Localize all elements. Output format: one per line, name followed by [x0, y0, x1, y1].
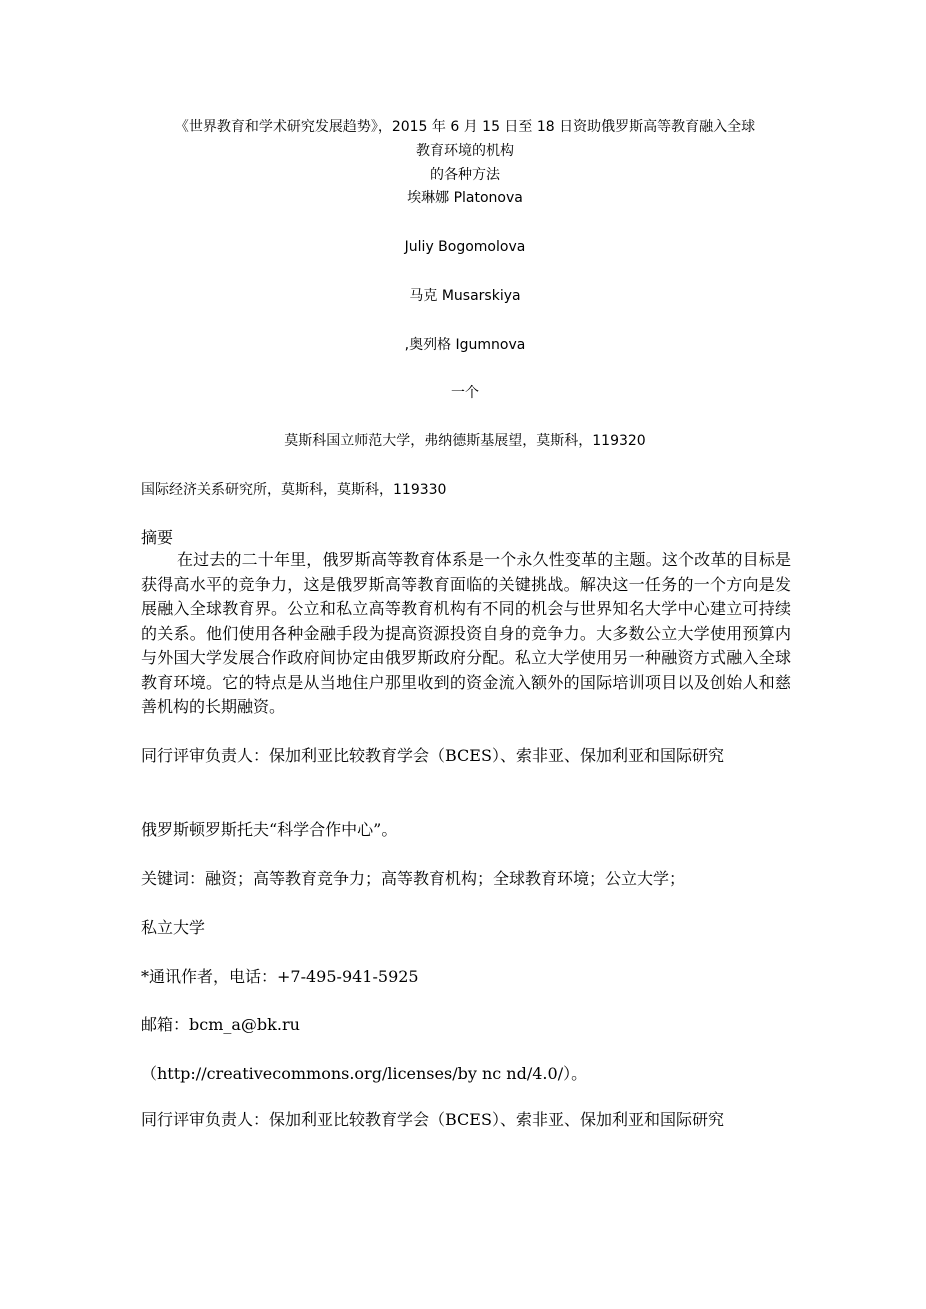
keywords-continuation: 私立大学 — [141, 918, 206, 937]
peer-review-note: 同行评审负责人：保加利亚比较教育学会（BCES）、索非亚、保加利亚和国际研究 — [141, 746, 724, 765]
abstract-heading: 摘要 — [141, 528, 174, 547]
peer-review-note-repeat: 同行评审负责人：保加利亚比较教育学会（BCES）、索非亚、保加利亚和国际研究 — [141, 1110, 724, 1129]
email-line: 邮箱：bcm_a@bk.ru — [141, 1015, 300, 1034]
title-line-3: 的各种方法 — [430, 167, 500, 183]
title-line-2: 教育环境的机构 — [416, 143, 514, 159]
author-2: Juliy Bogomolova — [404, 239, 526, 255]
title-line-1: 《世界教育和学术研究发展趋势》，2015 年 6 月 15 日至 18 日资助俄罗斯高等教育融入全球 — [174, 119, 756, 135]
author-marker: 一个 — [451, 385, 479, 401]
keywords-line: 关键词：融资；高等教育竞争力；高等教育机构；全球教育环境；公立大学； — [141, 869, 686, 888]
author-3: 马克 Musarskiya — [409, 288, 521, 304]
author-1: 埃琳娜 Platonova — [407, 190, 523, 206]
affiliation-1: 莫斯科国立师范大学，弗纳德斯基展望，莫斯科，119320 — [284, 433, 646, 449]
corresponding-author: *通讯作者，电话：+7-495-941-5925 — [141, 967, 419, 986]
author-4: ,奥列格 Igumnova — [404, 337, 526, 353]
affiliation-2: 国际经济关系研究所，莫斯科，莫斯科，119330 — [141, 482, 447, 498]
abstract-body: 在过去的二十年里，俄罗斯高等教育体系是一个永久性变革的主题。这个改革的目标是获得高水平的竞争力，这是俄罗斯高等教育面临的关键挑战。解决这一任务的一个方向是发展融入全球教育界。公立和私立高等教育机构有不同的机会与世界知名大学中心建立可持续的关系。他们使用各种金融手段为提高资源投资自身的竞争力。大多数公立大学使用预算内与外国大学发展合作政府间协定由俄罗斯政府分配。私立大学使用另一种融资方式融入全球教育环境。它的特点是从当地住户那里收到的资金流入额外的国际培训项目以及创始人和慈善机构的长期融资。 — [141, 550, 791, 716]
center-line: 俄罗斯顿罗斯托夫“科学合作中心”。 — [141, 820, 398, 839]
license-line: （http://creativecommons.org/licenses/by nc nd/4.0/）。 — [141, 1064, 588, 1083]
